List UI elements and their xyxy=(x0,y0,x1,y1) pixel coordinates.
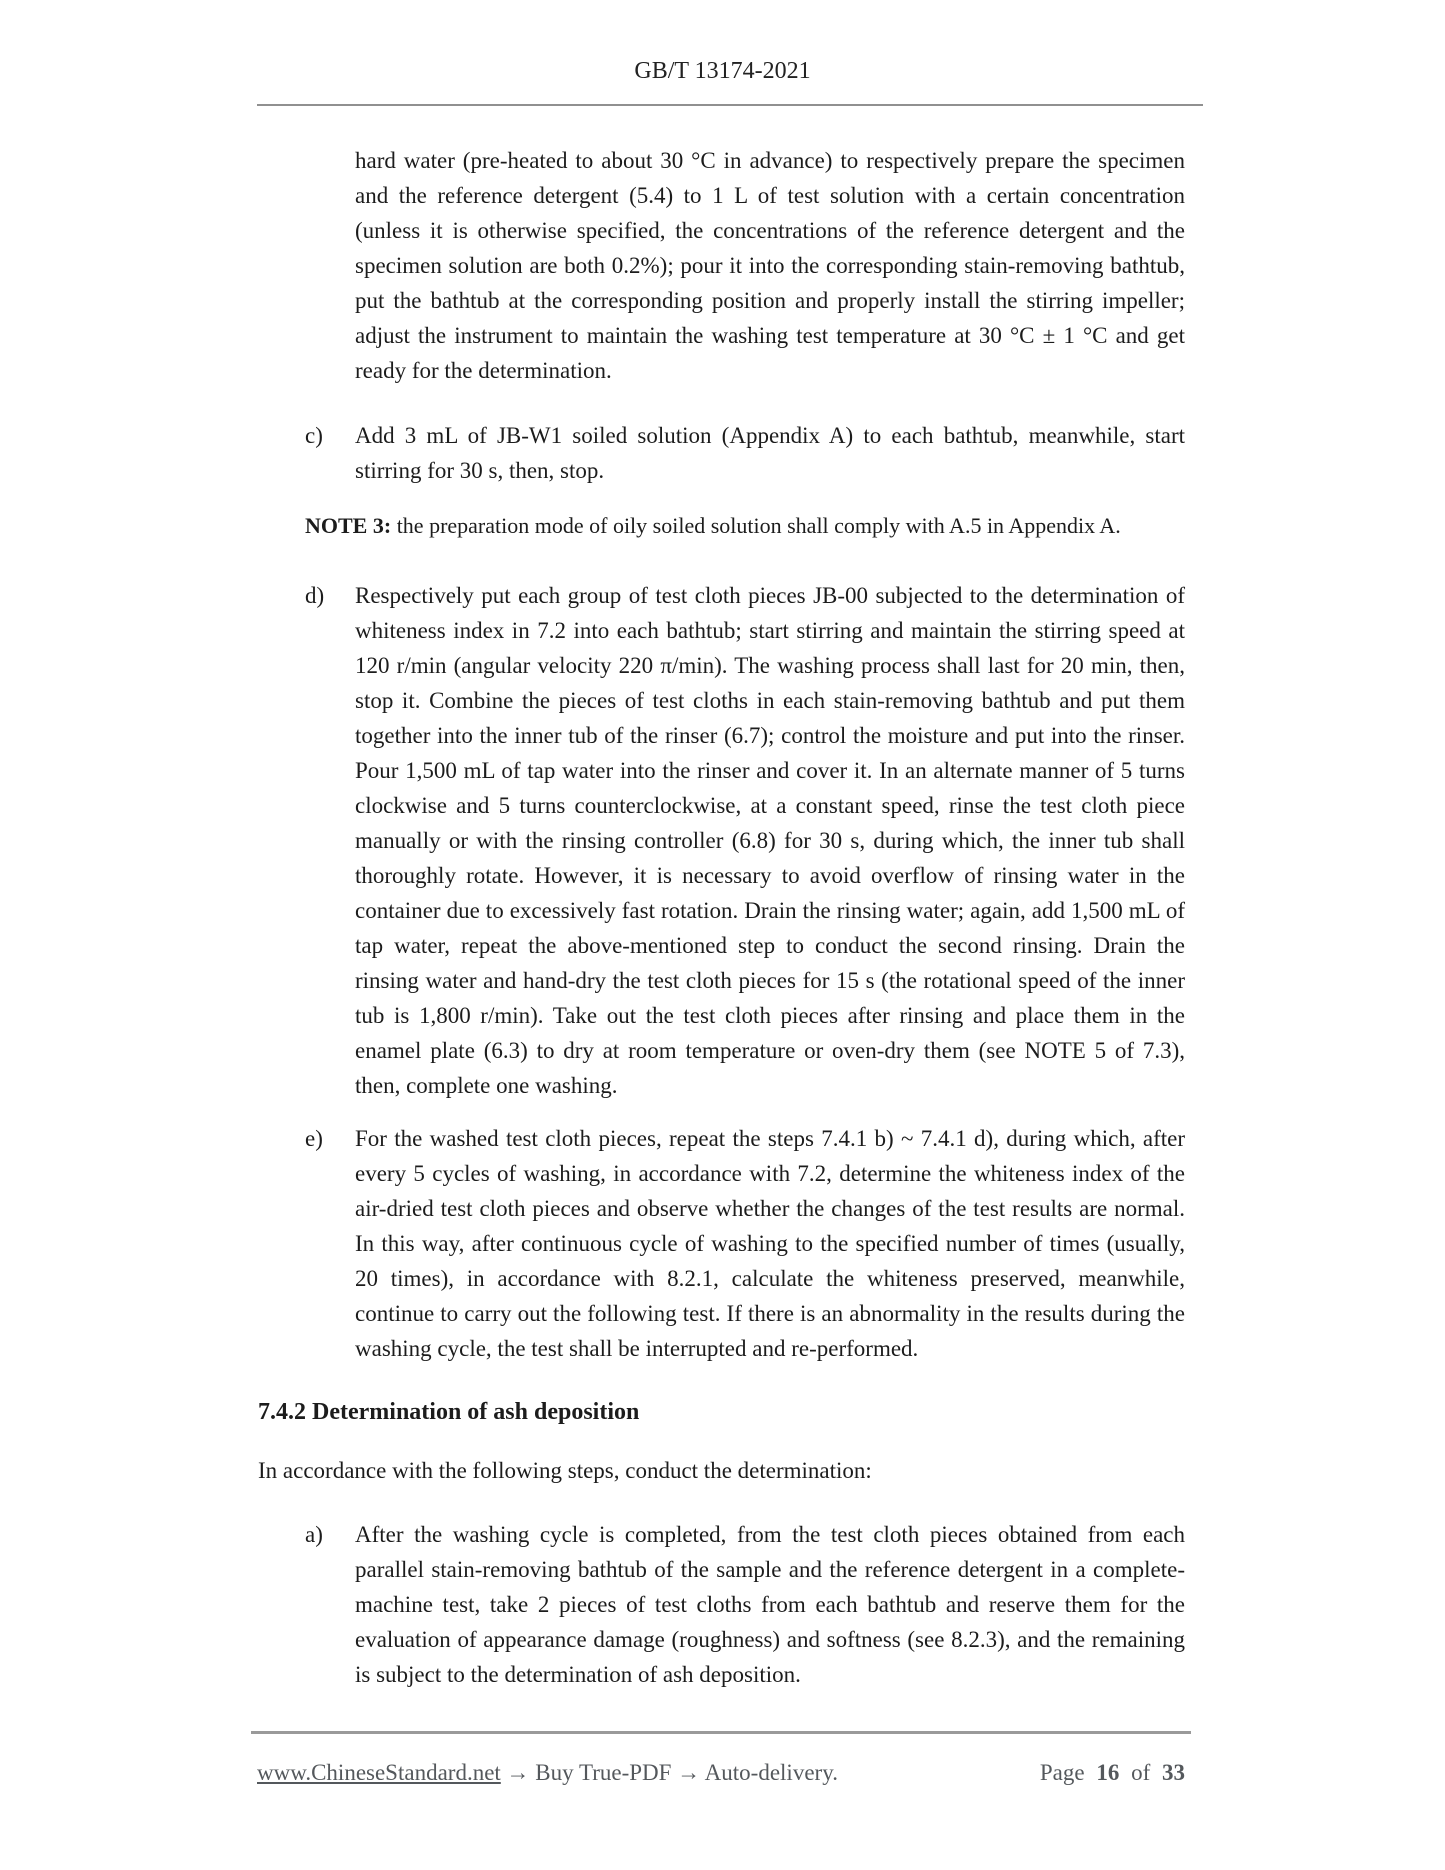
list-item-c xyxy=(305,418,1185,488)
paragraph-continuation: hard water (pre-heated to about 30 °C in advance) to respectively prepare the specimen and the reference detergent (5.4) to 1 L of test solution with a certain concentration (unless it is otherwise specified, the concentrations of the reference detergent and the specimen solution are both 0.2%); pour it into the corresponding stain-removing bathtub, put the bathtub at the corresponding position and properly install the stirring impeller; adjust the instrument to maintain the washing test temperature at 30 °C ± 1 °C and get ready for the determination. xyxy=(355,148,1185,383)
list-item-text: After the washing cycle is completed, from the test cloth pieces obtained from each parallel stain-removing bathtub of the sample and the reference detergent in a complete-machine test, take 2 pieces of test cloths from each bathtub and reserve them for the evaluation of appearance damage (roughness) and softness (see 8.2.3), and the remaining is subject to the determination of ash deposition. xyxy=(355,1522,1185,1687)
page-total: 33 xyxy=(1162,1760,1185,1785)
note-text: the preparation mode of oily soiled solution shall comply with A.5 in Appendix A. xyxy=(391,513,1121,538)
section-heading-742: 7.4.2 Determination of ash deposition xyxy=(258,1399,640,1425)
list-item-text: Add 3 mL of JB-W1 soiled solution (Appendix A) to each bathtub, meanwhile, start stirring for 30 s, then, stop. xyxy=(355,423,1185,483)
list-item-label: d) xyxy=(305,583,325,608)
note-3 xyxy=(305,509,1185,543)
page-current: 16 xyxy=(1096,1760,1120,1785)
document-title: GB/T 13174-2021 xyxy=(634,58,811,84)
footer-delivery-label: Auto-delivery. xyxy=(704,1760,838,1785)
list-item-text: Respectively put each group of test cloth pieces JB-00 subjected to the determination of whiteness index in 7.2 into each bathtub; start stirring and maintain the stirring speed at 120 r/min (angular velocity 220 π/min). The washing process shall last for 20 min, then, stop it. Combine the pieces of test cloths in each stain-removing bathtub and put them together into the inner tub of the rinser (6.7); control the moisture and put into the rinser. Pour 1,500 mL of tap water into the rinser and cover it. In an alternate manner of 5 turns clockwise and 5 turns counterclockwise, at a constant speed, rinse the test cloth piece manually or with the rinsing controller (6.8) for 30 s, during which, the inner tub shall thoroughly rotate. However, it is necessary to avoid overflow of rinsing water in the container due to excessively fast rotation. Drain the rinsing water; again, add 1,500 mL of tap water, repeat the above-mentioned step to conduct the second rinsing. Drain the rinsing water and hand-dry the test cloth pieces for 15 s (the rotational speed of the inner tub is 1,800 r/min). Take out the test cloth pieces after rinsing and place them in the enamel plate (6.3) to dry at room temperature or oven-dry them (see NOTE 5 of 7.3), then, complete one washing. xyxy=(355,583,1185,1098)
list-item-e xyxy=(305,1121,1185,1366)
page-word: Page xyxy=(1039,1760,1085,1785)
page-indicator xyxy=(1040,1760,1185,1786)
arrow-icon: → xyxy=(677,1760,701,1785)
header-divider xyxy=(257,104,1203,106)
site-link[interactable]: www.ChineseStandard.net xyxy=(257,1760,501,1785)
footer-left xyxy=(257,1760,838,1786)
arrow-icon: → xyxy=(506,1760,530,1785)
footer-buy-label: Buy True-PDF xyxy=(535,1760,672,1785)
list-item-a xyxy=(305,1517,1185,1692)
page-footer xyxy=(257,1760,1185,1786)
note-label: NOTE 3: xyxy=(305,513,392,538)
list-item-label: e) xyxy=(305,1126,323,1151)
paragraph-intro: In accordance with the following steps, conduct the determination: xyxy=(258,1458,872,1483)
footer-divider xyxy=(251,1731,1191,1734)
of-word: of xyxy=(1131,1760,1151,1785)
list-item-d xyxy=(305,578,1185,1103)
list-item-label: c) xyxy=(305,423,323,448)
list-item-text: For the washed test cloth pieces, repeat the steps 7.4.1 b) ~ 7.4.1 d), during which, after every 5 cycles of washing, in accordance with 7.2, determine the whiteness index of the air-dried test cloth pieces and observe whether the changes of the test results are normal. In this way, after continuous cycle of washing to the specified number of times (usually, 20 times), in accordance with 8.2.1, calculate the whiteness preserved, meanwhile, continue to carry out the following test. If there is an abnormality in the results during the washing cycle, the test shall be interrupted and re-performed. xyxy=(355,1126,1185,1361)
list-item-label: a) xyxy=(305,1522,323,1547)
